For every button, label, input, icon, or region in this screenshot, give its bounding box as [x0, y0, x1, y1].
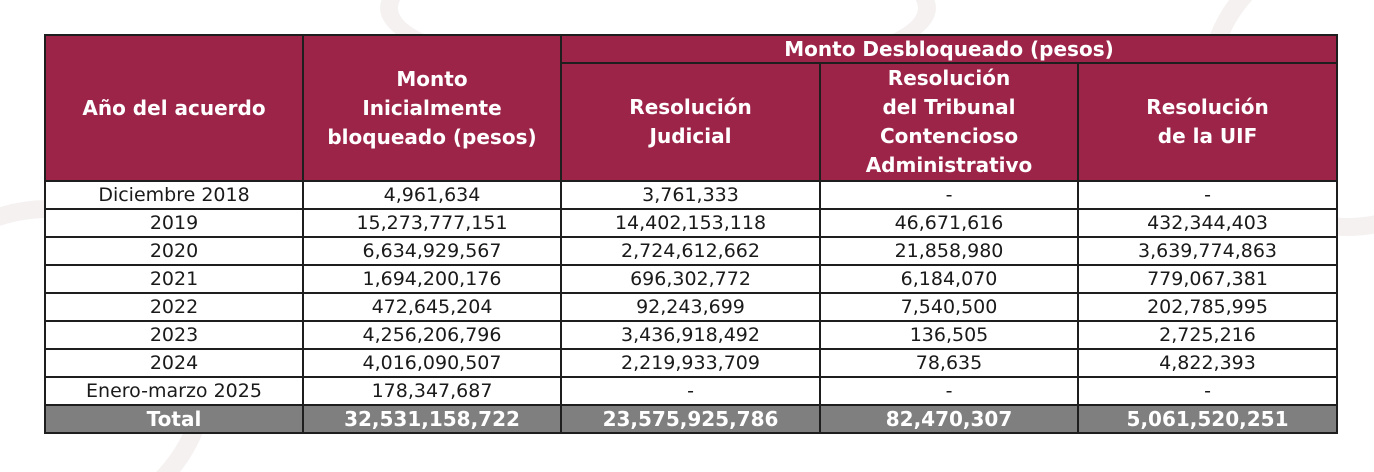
header-year-label: Año del acuerdo: [82, 95, 266, 120]
table-row: [45, 265, 1337, 293]
table-footer: [45, 405, 1337, 433]
total-label: Total: [45, 405, 303, 433]
header-line: Monto: [396, 66, 468, 91]
cell-judicial: 696,302,772: [561, 265, 820, 293]
cell-uif: 2,725,216: [1078, 321, 1337, 349]
header-line: Administrativo: [865, 153, 1033, 177]
cell-uif: 4,822,393: [1078, 349, 1337, 377]
cell-initial-amount: 472,645,204: [303, 293, 561, 321]
cell-uif: -: [1078, 181, 1337, 209]
table-row: [45, 293, 1337, 321]
cell-initial-amount: 15,273,777,151: [303, 209, 561, 237]
header-unblocked-group: [561, 35, 1337, 63]
cell-year: 2020: [45, 237, 303, 265]
header-line: Contencioso: [879, 124, 1019, 148]
cell-judicial: 3,761,333: [561, 181, 820, 209]
table-body: [45, 181, 1337, 405]
cell-initial-amount: 4,016,090,507: [303, 349, 561, 377]
total-judicial: 23,575,925,786: [561, 405, 820, 433]
total-initial: 32,531,158,722: [303, 405, 561, 433]
header-year: [45, 35, 303, 181]
cell-judicial: 14,402,153,118: [561, 209, 820, 237]
cell-initial-amount: 1,694,200,176: [303, 265, 561, 293]
cell-uif: 202,785,995: [1078, 293, 1337, 321]
cell-year: 2024: [45, 349, 303, 377]
cell-initial-amount: 4,961,634: [303, 181, 561, 209]
header-line: Resolución: [1146, 95, 1269, 119]
table-header: [45, 35, 1337, 181]
header-line: del Tribunal: [882, 95, 1016, 119]
table-row: [45, 181, 1337, 209]
cell-year: 2023: [45, 321, 303, 349]
cell-initial-amount: 178,347,687: [303, 377, 561, 405]
cell-year: Diciembre 2018: [45, 181, 303, 209]
total-uif: 5,061,520,251: [1078, 405, 1337, 433]
cell-judicial: 2,724,612,662: [561, 237, 820, 265]
header-line: Resolución: [629, 95, 752, 119]
cell-tribunal: -: [820, 377, 1078, 405]
header-line: Judicial: [649, 124, 732, 148]
cell-year: 2019: [45, 209, 303, 237]
unblocked-amounts-table: [44, 34, 1338, 434]
header-line: bloqueado (pesos): [327, 124, 537, 149]
header-line: Inicialmente: [362, 95, 502, 120]
header-uif: [1078, 63, 1337, 181]
table-row: [45, 237, 1337, 265]
header-line: de la UIF: [1157, 124, 1258, 148]
header-tribunal: [820, 63, 1078, 181]
header-initial-amount: [303, 35, 561, 181]
header-line: Resolución: [887, 66, 1011, 90]
cell-uif: -: [1078, 377, 1337, 405]
cell-tribunal: 21,858,980: [820, 237, 1078, 265]
header-group-label: Monto Desbloqueado (pesos): [784, 37, 1114, 61]
table-row: [45, 209, 1337, 237]
cell-tribunal: 6,184,070: [820, 265, 1078, 293]
cell-judicial: -: [561, 377, 820, 405]
total-tribunal: 82,470,307: [820, 405, 1078, 433]
cell-tribunal: 46,671,616: [820, 209, 1078, 237]
cell-uif: 3,639,774,863: [1078, 237, 1337, 265]
cell-tribunal: 136,505: [820, 321, 1078, 349]
cell-tribunal: -: [820, 181, 1078, 209]
table-row: [45, 321, 1337, 349]
table-row: [45, 349, 1337, 377]
cell-judicial: 3,436,918,492: [561, 321, 820, 349]
cell-initial-amount: 4,256,206,796: [303, 321, 561, 349]
cell-year: 2021: [45, 265, 303, 293]
cell-uif: 432,344,403: [1078, 209, 1337, 237]
total-row: [45, 405, 1337, 433]
cell-tribunal: 7,540,500: [820, 293, 1078, 321]
cell-year: Enero-marzo 2025: [45, 377, 303, 405]
cell-judicial: 92,243,699: [561, 293, 820, 321]
header-judicial: [561, 63, 820, 181]
cell-year: 2022: [45, 293, 303, 321]
table-row: [45, 377, 1337, 405]
cell-uif: 779,067,381: [1078, 265, 1337, 293]
cell-judicial: 2,219,933,709: [561, 349, 820, 377]
cell-tribunal: 78,635: [820, 349, 1078, 377]
cell-initial-amount: 6,634,929,567: [303, 237, 561, 265]
